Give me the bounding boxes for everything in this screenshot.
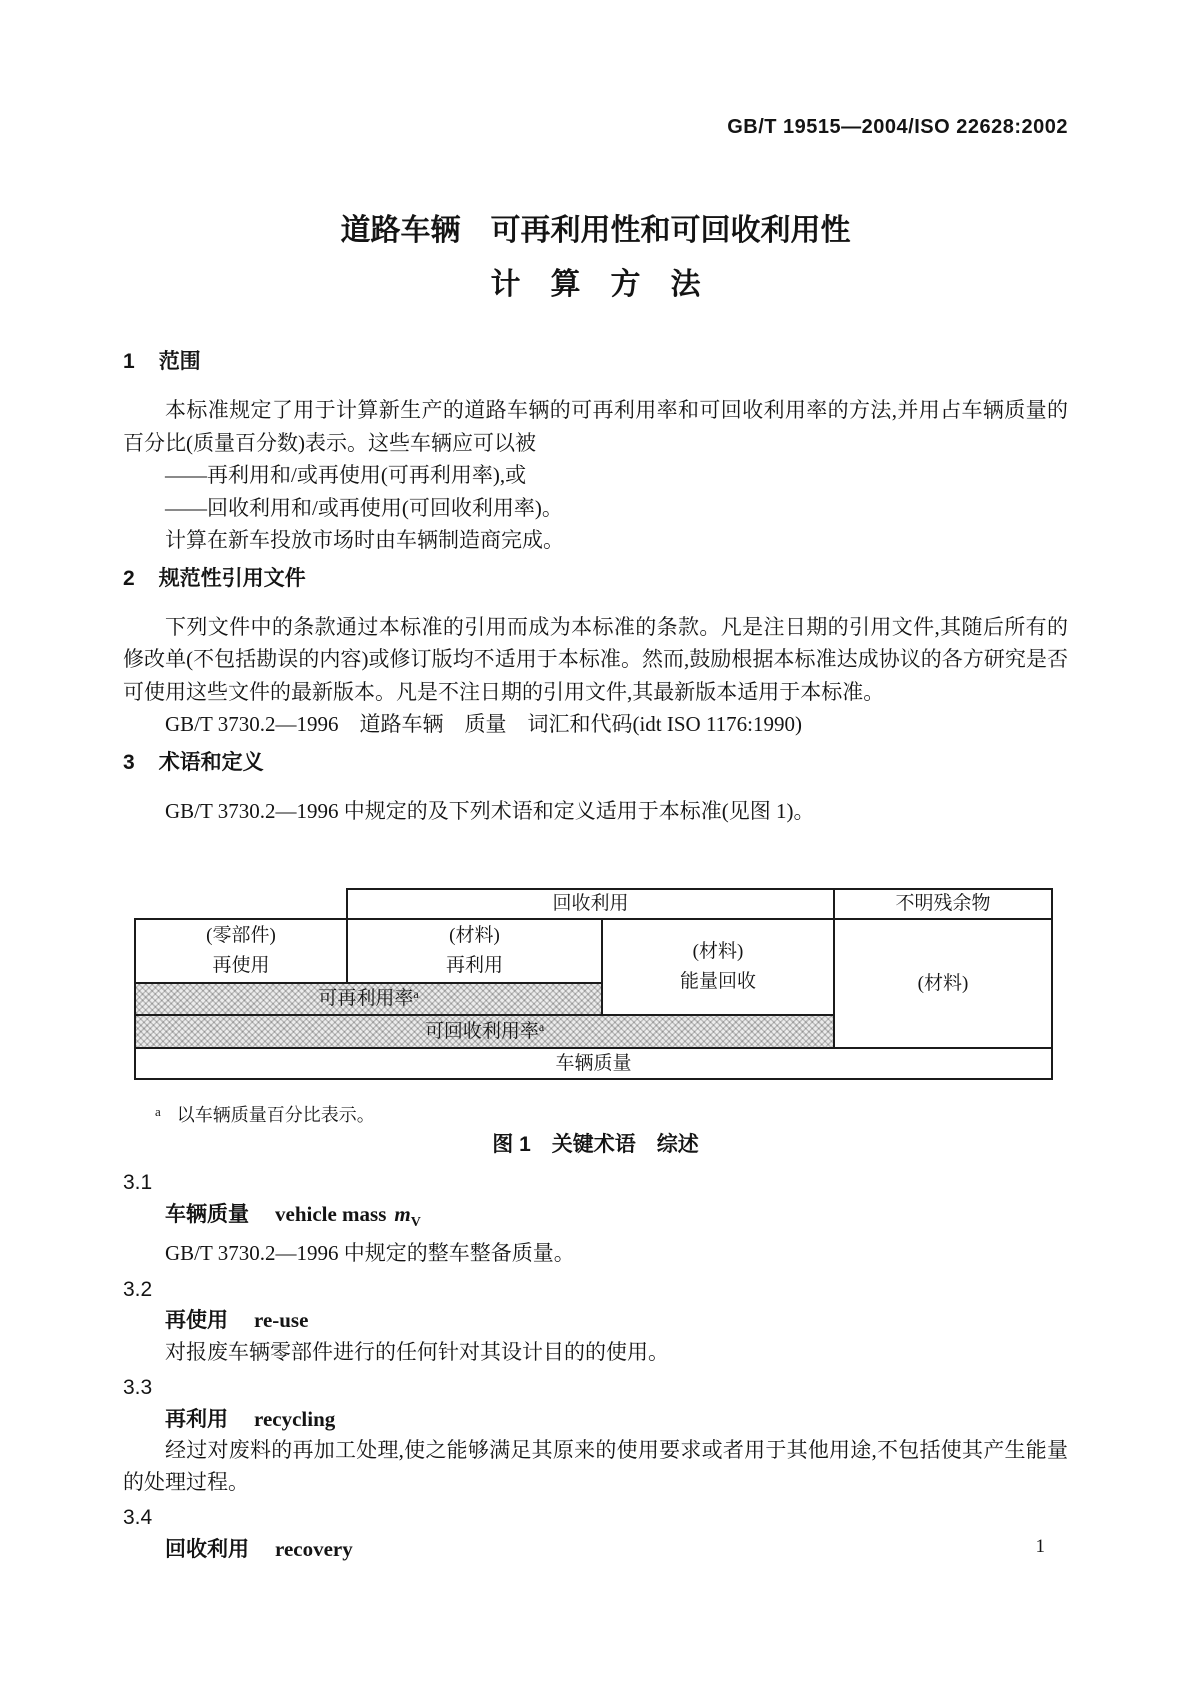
term-zh: 回收利用 <box>165 1537 249 1561</box>
definition-3-3 <box>123 1372 1068 1498</box>
section-2-reference: GB/T 3730.2—1996 道路车辆 质量 词汇和代码(idt ISO 1176:1990) <box>165 712 803 736</box>
figure-recoverability-rate-text: 可回收利用率 <box>424 1020 539 1042</box>
figure-footnote <box>155 1098 1068 1129</box>
section-1-heading <box>123 351 1068 373</box>
figure-vehicle-mass-label: 车辆质量 <box>555 1052 632 1074</box>
definition-3-4 <box>123 1502 1068 1565</box>
definitions-list <box>123 1167 1068 1565</box>
term-en: recovery <box>275 1536 353 1561</box>
section-2-number: 2 <box>123 566 135 590</box>
definition-3-1 <box>123 1167 1068 1270</box>
figure-recoverability-rate-bar <box>134 1014 835 1049</box>
figure-footnote-marker: a <box>155 1104 161 1119</box>
section-1-paragraph-2: 计算在新车投放市场时由车辆制造商完成。 <box>165 528 564 552</box>
clause-number: 3.1 <box>123 1171 153 1194</box>
figure-material-residue-cell <box>833 918 1053 1049</box>
term-symbol <box>394 1201 421 1230</box>
section-1-list-item-2: ——回收利用和/或再使用(可回收利用率)。 <box>165 495 563 520</box>
figure-recyclability-rate-label <box>318 984 418 1014</box>
page-number: 1 <box>1035 1536 1045 1557</box>
section-1-number: 1 <box>123 350 135 373</box>
figure-recycling-line1: (材料) <box>449 925 500 946</box>
section-2-title: 规范性引用文件 <box>158 566 306 590</box>
term-en: re-use <box>254 1308 309 1333</box>
figure-energy-line2: 能量回收 <box>679 971 756 992</box>
term-zh: 车辆质量 <box>165 1202 249 1226</box>
section-1-paragraph-1: 本标准规定了用于计算新生产的道路车辆的可再利用率和可回收利用率的方法,并用占车辆质量的百分比(质量百分数)表示。这些车辆应可以被 <box>123 398 1068 455</box>
term-line <box>123 1534 1068 1566</box>
figure-residue-header-cell <box>833 888 1053 920</box>
figure-recoverability-rate-label <box>425 1017 544 1047</box>
figure-recycling-line2: 再利用 <box>445 955 503 976</box>
figure-recovery-header-label: 回收利用 <box>552 893 629 914</box>
figure-reuse-line1: (零部件) <box>206 925 276 946</box>
term-line <box>123 1199 1068 1239</box>
section-3-heading <box>123 752 1068 774</box>
definition-3-2 <box>123 1274 1068 1369</box>
term-line <box>123 1404 1068 1436</box>
section-2-paragraph-1: 下列文件中的条款通过本标准的引用而成为本标准的条款。凡是注日期的引用文件,其随后所有的修改单(不包括勘误的内容)或修订版均不适用于本标准。然而,鼓励根据本标准达成协议的各方研究是否可使用这些文件的最新版本。凡是不注日期的引用文件,其最新版本适用于本标准。 <box>123 614 1068 704</box>
figure-1-diagram <box>135 889 1052 1079</box>
figure-residue-header-label: 不明残余物 <box>895 893 991 914</box>
definition-body: 对报废车辆零部件进行的任何针对其设计目的的使用。 <box>165 1339 669 1364</box>
section-3-title: 术语和定义 <box>158 750 264 774</box>
definition-body: 经过对废料的再加工处理,使之能够满足其原来的使用要求或者用于其他用途,不包括使其产生能量的处理过程。 <box>123 1438 1068 1494</box>
figure-energy-recovery-cell <box>601 918 835 1016</box>
figure-recyclability-rate-text: 可再利用率 <box>318 988 414 1009</box>
standard-code: GB/T 19515—2004/ISO 22628:2002 <box>727 116 1068 138</box>
figure-empty-cell <box>134 888 348 920</box>
term-en: recycling <box>254 1406 336 1431</box>
figure-recycling-cell <box>346 918 603 984</box>
figure-caption: 图 1 关键术语 综述 <box>492 1133 699 1156</box>
section-2-heading <box>123 568 1068 590</box>
figure-recyclability-footnote-ref: a <box>413 987 419 1001</box>
figure-recoverability-footnote-ref: a <box>538 1019 545 1034</box>
figure-vehicle-mass-bar <box>134 1047 1053 1080</box>
figure-recovery-header-cell <box>346 888 835 920</box>
term-symbol-subscript: V <box>410 1214 421 1230</box>
clause-number: 3.3 <box>123 1376 153 1400</box>
figure-1 <box>123 889 1068 1157</box>
section-1-title: 范围 <box>158 350 201 373</box>
figure-reuse-line2: 再使用 <box>212 955 270 976</box>
clause-number: 3.4 <box>123 1506 153 1530</box>
document-title-line1: 道路车辆 可再利用性和可回收利用性 <box>340 214 851 247</box>
definition-body: GB/T 3730.2—1996 中规定的整车整备质量。 <box>165 1241 575 1266</box>
section-3-paragraph-1: GB/T 3730.2—1996 中规定的及下列术语和定义适用于本标准(见图 1)。 <box>165 798 815 823</box>
term-symbol-base: m <box>394 1201 411 1226</box>
term-en: vehicle mass <box>275 1201 387 1226</box>
clause-number: 3.2 <box>123 1277 153 1301</box>
term-zh: 再利用 <box>165 1407 228 1431</box>
section-3-number: 3 <box>123 750 135 774</box>
figure-footnote-text: 以车辆质量百分比表示。 <box>176 1105 375 1125</box>
term-zh: 再使用 <box>165 1309 228 1333</box>
figure-material-label: (材料) <box>917 972 969 994</box>
figure-energy-line1: (材料) <box>692 941 744 962</box>
document-title-line2: 计 算 方 法 <box>490 268 701 301</box>
figure-recyclability-rate-bar <box>134 982 603 1016</box>
section-1-list-item-1: ——再利用和/或再使用(可再利用率),或 <box>165 463 527 487</box>
page-content <box>123 0 1068 1565</box>
figure-reuse-cell <box>134 918 348 984</box>
term-line <box>123 1305 1068 1337</box>
